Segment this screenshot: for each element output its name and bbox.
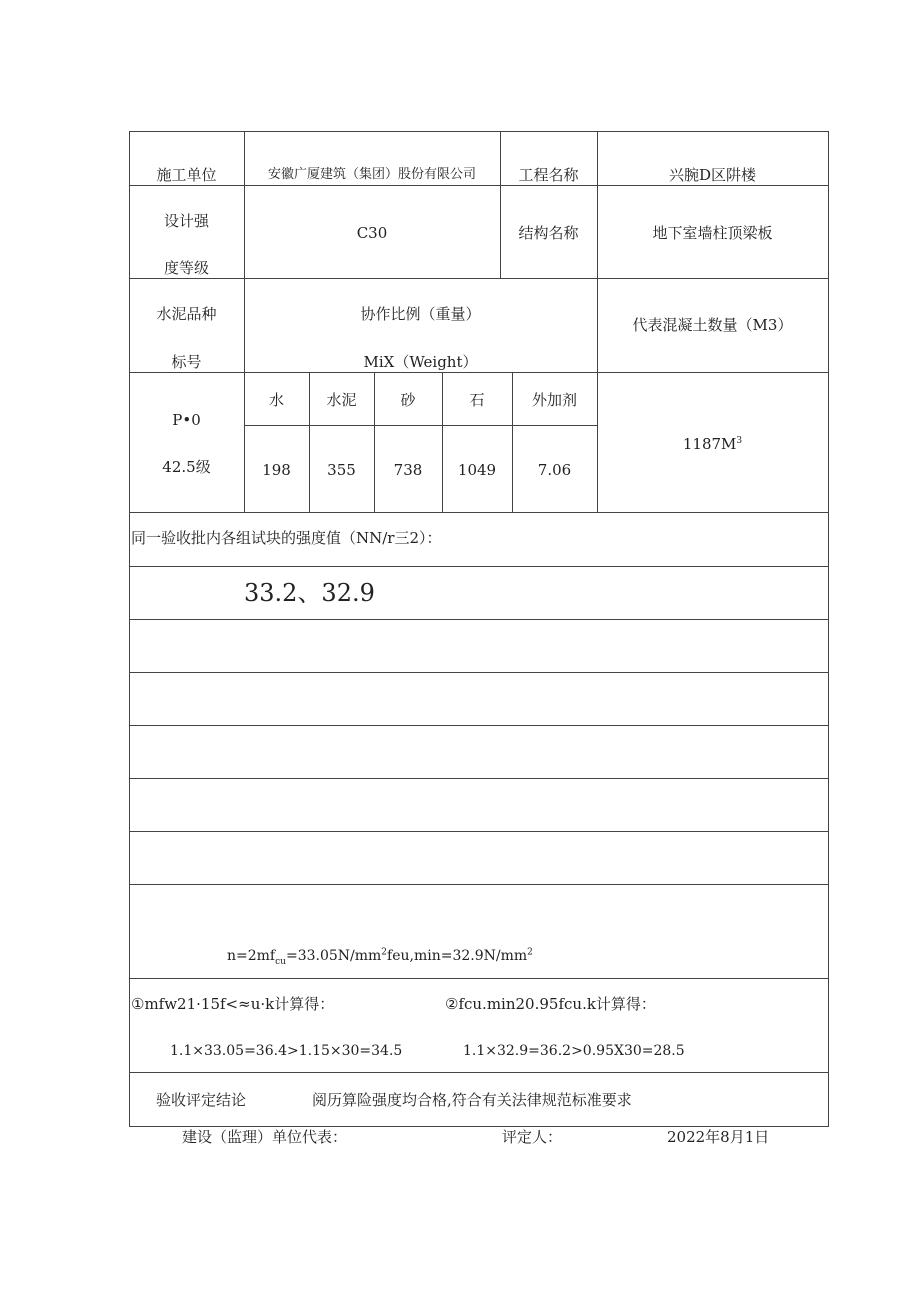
strength-title: 同一验收批内各组试块的强度值（NN∕r三2）： — [131, 529, 442, 547]
criterion-2-formula: ②fcu.min20.95fcu.k计算得： — [445, 995, 656, 1013]
cement-type-value: 42.5级 — [162, 458, 211, 476]
row-border — [244, 425, 597, 426]
row-border — [129, 778, 829, 779]
mix-value: 355 — [327, 461, 356, 479]
row-border — [129, 1126, 829, 1127]
row-border — [129, 1072, 829, 1073]
evaluator-label: 评定人： — [502, 1128, 563, 1146]
col-border — [129, 131, 130, 1127]
row-border — [129, 884, 829, 885]
construction-unit-value: 安徽广厦建筑（集团）股份有限公司 — [267, 167, 476, 182]
mix-ratio-label: MiX（Weight） — [363, 353, 478, 371]
design-grade-value: C30 — [356, 224, 388, 242]
row-border — [129, 725, 829, 726]
mix-column-header: 水 — [268, 391, 284, 409]
volume-unit-sup: 3 — [736, 436, 743, 446]
conclusion-label: 验收评定结论 — [156, 1091, 247, 1109]
design-grade-label: 设计强 — [163, 212, 209, 230]
project-name-label: 工程名称 — [518, 166, 579, 184]
row-border — [129, 131, 829, 132]
conclusion-text: 阅历算险强度均合格,符合有关法律规范标准要求 — [312, 1091, 632, 1109]
col-border — [500, 131, 501, 278]
evaluation-date: 2022年8月1日 — [667, 1128, 770, 1146]
mix-value: 198 — [262, 461, 291, 479]
concrete-volume-label: 代表混凝土数量（M3） — [632, 316, 793, 334]
criterion-1-formula: ①mfw21·15f<≈u·k计算得： — [131, 995, 335, 1013]
cement-type-label: 标号 — [171, 353, 202, 371]
mix-ratio-label: 协作比例（重量） — [360, 305, 481, 323]
row-border — [129, 831, 829, 832]
col-border — [828, 131, 829, 1127]
row-border — [129, 372, 829, 373]
concrete-volume-value — [597, 435, 828, 453]
row-border — [129, 978, 829, 979]
construction-unit-label: 施工单位 — [156, 166, 217, 184]
criterion-2-result: 1.1×32.9=36.2>0.95X30=28.5 — [463, 1043, 685, 1059]
mix-value: 738 — [393, 461, 423, 479]
row-border — [129, 185, 829, 186]
cement-type-label: 水泥品种 — [156, 305, 217, 323]
row-border — [129, 512, 829, 513]
cement-type-value: P•0 — [172, 411, 201, 429]
structure-name-value: 地下室墙柱顶梁板 — [652, 224, 773, 242]
mix-value: 1049 — [457, 461, 497, 479]
row-border — [129, 672, 829, 673]
mix-column-header: 砂 — [400, 391, 416, 409]
structure-name-label: 结构名称 — [518, 224, 579, 242]
mix-value: 7.06 — [537, 461, 572, 479]
project-name-value: 兴腕D区阱楼 — [668, 166, 757, 184]
row-border — [129, 619, 829, 620]
statistics-line: $n=2mf_{cu}=33.05N∕mm^2feu,\min=32.9N∕mm^2$ — [227, 947, 533, 967]
strength-values: 33.2、32.9 — [244, 579, 375, 607]
design-grade-label: 度等级 — [163, 259, 209, 277]
mix-column-header: 外加剂 — [531, 391, 577, 409]
mix-column-header: 水泥 — [326, 391, 357, 409]
supervisor-representative-label: 建设（监理）单位代表： — [182, 1128, 348, 1146]
volume-number: 1187M — [682, 435, 737, 453]
row-border — [129, 278, 829, 279]
mix-column-header: 石 — [469, 391, 485, 409]
criterion-1-result: 1.1×33.05=36.4>1.15×30=34.5 — [170, 1043, 403, 1059]
row-border — [129, 566, 829, 567]
